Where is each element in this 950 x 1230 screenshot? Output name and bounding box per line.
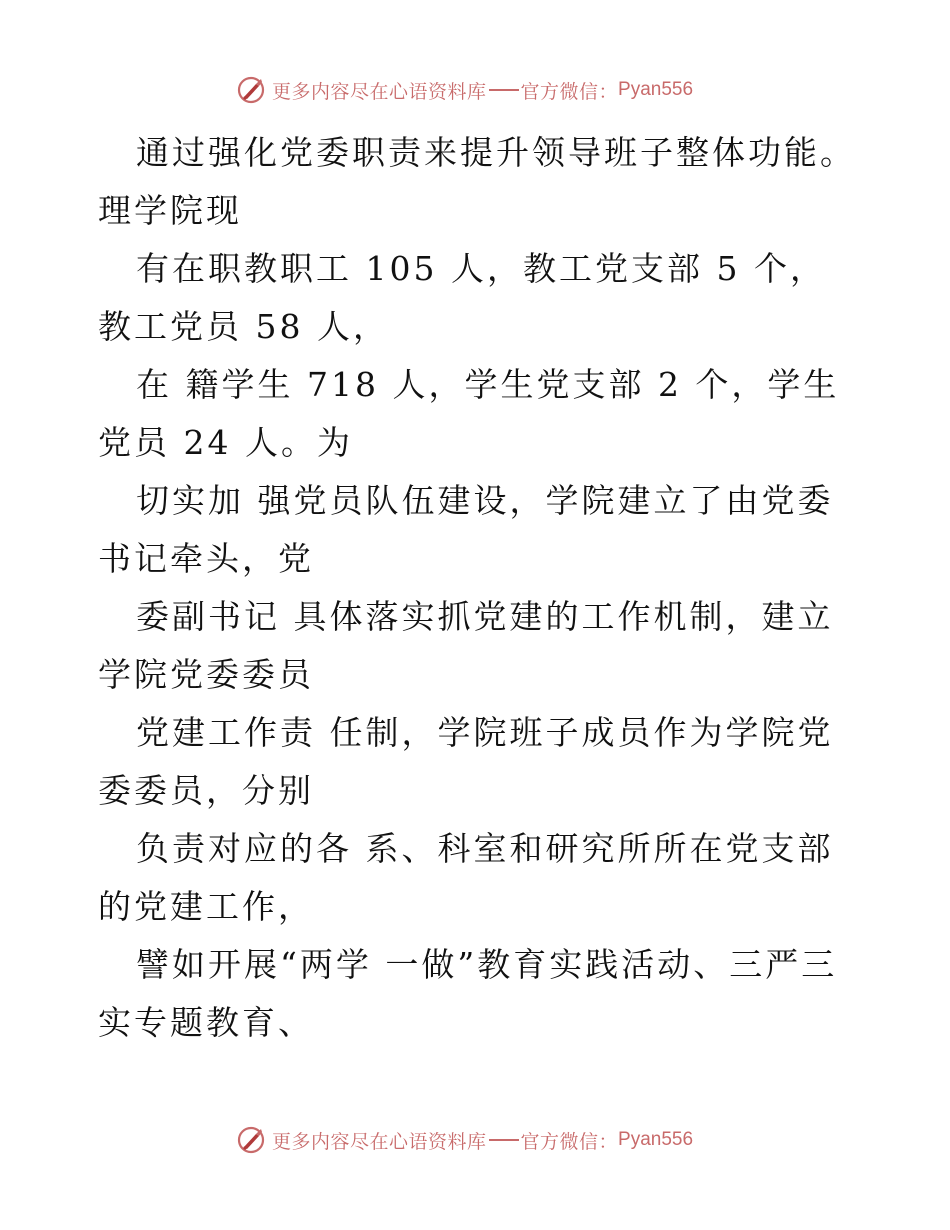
banner-label: 官方微信： — [520, 1130, 619, 1153]
banner-text: 更多内容尽在心语资料库 — [272, 1130, 487, 1153]
body-paragraph: 有在职教职工 105 人，教工党支部 5 个，教工党员 58 人， — [98, 249, 826, 346]
quill-pen-logo-icon — [236, 75, 266, 105]
banner-dash — [489, 89, 519, 91]
body-paragraph: 在 籍学生 718 人，学生党支部 2 个，学生党员 24 人。为 — [98, 365, 840, 462]
banner-text: 更多内容尽在心语资料库 — [272, 80, 487, 103]
body-paragraph: 切实加 强党员队伍建设，学院建立了由党委书记牵头，党 — [98, 481, 834, 578]
document-body — [98, 124, 858, 1052]
quill-pen-logo-icon — [236, 1125, 266, 1155]
body-paragraph: 譬如开展“两学 一做”教育实践活动、三严三实专题教育、 — [98, 945, 838, 1042]
body-paragraph: 委副书记 具体落实抓党建的工作机制，建立学院党委委员 — [98, 597, 834, 694]
body-paragraph: 党建工作责 任制，学院班子成员作为学院党委委员，分别 — [98, 713, 834, 810]
footer-watermark-banner — [236, 1124, 693, 1156]
banner-wechat-id: Pyan556 — [618, 79, 694, 100]
body-paragraph: 负责对应的各 系、科室和研究所所在党支部的党建工作， — [98, 829, 834, 926]
banner-label: 官方微信： — [520, 80, 619, 103]
banner-dash — [489, 1139, 519, 1141]
banner-wechat-id: Pyan556 — [618, 1129, 694, 1150]
body-paragraph: 通过强化党委职责来提升领导班子整体功能。理学院现 — [98, 133, 856, 230]
header-watermark-banner — [236, 74, 693, 106]
